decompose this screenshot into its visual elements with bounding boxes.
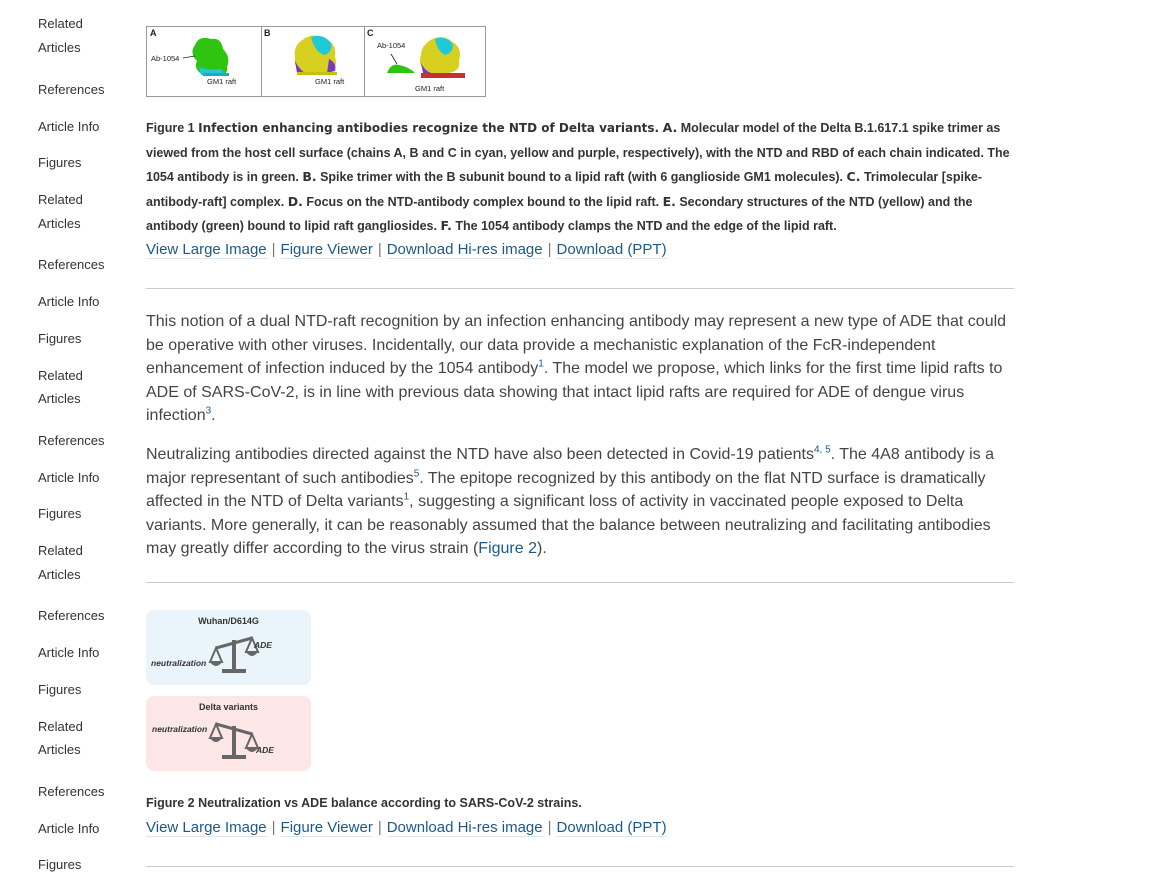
figure-title: Neutralization vs ADE balance according to SARS-CoV-2 strains. <box>198 796 582 810</box>
sidebar-item-references[interactable]: References <box>38 433 105 448</box>
caption-text-b: Spike trimer with the B subunit bound to a lipid raft (with 6 ganglioside GM1 molecules). <box>320 170 844 184</box>
download-ppt-link[interactable]: Download (PPT) <box>556 241 667 258</box>
caption-text-f: The 1054 antibody clamps the NTD and the edge of the lipid raft. <box>455 219 837 233</box>
figure1-caption <box>146 116 1014 239</box>
paragraph-text: . The 4A8 antibody is a major representant of such antibodies <box>146 446 995 487</box>
panel-letter-b: B <box>264 28 271 38</box>
paragraph-text: . The epitope recognized by this antibody on the flat NTD surface is dramatically affected in the NTD of Delta variants <box>146 469 986 511</box>
body-paragraph <box>146 310 1014 428</box>
sidebar-item-figures[interactable]: Figures <box>38 506 82 521</box>
paragraph-text: , suggesting a significant loss of activity in vaccinated people exposed to Delta variants. More generally, it can be reasonably assumed that the balance between neutralizing and facilitating antibodies may greatly differ according to the virus strain ( <box>146 493 991 558</box>
figure-viewer-link[interactable]: Figure Viewer <box>280 241 373 258</box>
divider <box>146 582 1014 583</box>
sidebar-item-article-info[interactable]: Article Info <box>38 821 100 836</box>
view-large-image-link[interactable]: View Large Image <box>146 819 267 836</box>
ab-1054-label-c: Ab-1054 <box>377 41 406 50</box>
reference-link[interactable]: 3 <box>205 406 212 418</box>
sidebar-item-references[interactable]: References <box>38 257 105 272</box>
body-paragraph <box>146 443 1014 561</box>
reference-link[interactable]: 5 <box>413 468 420 480</box>
panel-ref-b: B. <box>302 169 317 184</box>
view-large-image-link[interactable]: View Large Image <box>146 241 267 258</box>
panel-ref-e: E. <box>662 193 676 209</box>
reference-link[interactable]: 1 <box>538 358 544 370</box>
caption-text-a: Molecular model of the Delta B.1.617.1 spike trimer as viewed from the host cell surface (chains A, B and C in cyan, yellow and purple, respectively), with the NTD and RBD of each chain indicated. The 1054 antibody is in green. <box>146 121 1010 184</box>
reference-link[interactable]: 4, <box>813 444 823 456</box>
figure2-link[interactable]: Figure 2 <box>478 540 537 558</box>
sidebar-item-articles[interactable]: Articles <box>38 391 81 406</box>
sidebar-item-references[interactable]: References <box>38 608 105 623</box>
gm1-raft-label-b: GM1 raft <box>315 77 345 86</box>
sidebar-item-figures[interactable]: Figures <box>38 682 82 697</box>
panel-ref-f: F. <box>440 218 452 233</box>
ade-label: ADE <box>256 745 274 755</box>
sidebar-item-related[interactable]: Related <box>38 543 83 558</box>
reference-link[interactable]: 5 <box>825 444 831 456</box>
sidebar-item-articles[interactable]: Articles <box>38 40 81 55</box>
figure-title: Infection enhancing antibodies recognize the NTD of Delta variants. <box>198 121 660 135</box>
neutralization-label: neutralization <box>151 658 207 668</box>
neutralization-label: neutralization <box>152 724 208 734</box>
divider <box>146 866 1014 867</box>
sidebar-item-references[interactable]: References <box>38 82 105 97</box>
caption-text-e: Secondary structures of the NTD (yellow) and the antibody (green) bound to lipid raft gangliosides. <box>146 194 973 233</box>
figure2-caption <box>146 791 1014 816</box>
paragraph-text: . <box>211 407 216 425</box>
divider <box>146 288 1014 289</box>
paragraph-text: ). <box>537 540 547 558</box>
sidebar-item-related[interactable]: Related <box>38 368 83 383</box>
figure1-image[interactable] <box>146 26 486 97</box>
ab-1054-label-a: Ab-1054 <box>151 54 180 63</box>
caption-text-d: Focus on the NTD-antibody complex bound to the lipid raft. <box>306 194 660 209</box>
wuhan-balance-card[interactable] <box>146 610 311 685</box>
sidebar-item-related[interactable]: Related <box>38 192 83 207</box>
paragraph-text: . The model we propose, which links for the first time lipid rafts to ADE of SARS-CoV-2, is in line with previous data showing that intact lipid rafts are required for ADE of dengue virus infection <box>146 360 1003 425</box>
sidebar-item-article-info[interactable]: Article Info <box>38 119 100 134</box>
figure-label: Figure 1 <box>146 121 195 135</box>
figure-label: Figure 2 <box>146 796 195 810</box>
panel-ref-a: A. <box>662 120 678 135</box>
panel-ref-c: C. <box>846 169 861 184</box>
download-ppt-link[interactable]: Download (PPT) <box>556 819 667 836</box>
delta-balance-card[interactable] <box>146 696 311 771</box>
paragraph-text: Neutralizing antibodies directed against the NTD have also been detected in Covid-19 patients <box>146 446 814 463</box>
sidebar-item-figures[interactable]: Figures <box>38 331 82 346</box>
sidebar-item-articles[interactable]: Articles <box>38 567 81 582</box>
sidebar-item-references[interactable]: References <box>38 784 105 799</box>
gm1-raft-label-a: GM1 raft <box>207 77 237 86</box>
sidebar-item-article-info[interactable]: Article Info <box>38 645 100 660</box>
figure-viewer-link[interactable]: Figure Viewer <box>280 819 373 836</box>
balance-scale-icon <box>146 610 311 685</box>
ade-label: ADE <box>254 640 272 650</box>
panel-letter-a: A <box>150 28 157 38</box>
panel-ref-d: D. <box>287 193 303 209</box>
card-title: Wuhan/D614G <box>198 616 259 626</box>
gm1-raft-label-c: GM1 raft <box>415 84 445 93</box>
caption-text-c: Trimolecular [spike-antibody-raft] complex. <box>146 170 983 209</box>
sidebar-item-related[interactable]: Related <box>38 16 83 31</box>
sidebar-item-related[interactable]: Related <box>38 719 83 734</box>
download-hires-link[interactable]: Download Hi-res image <box>386 241 543 258</box>
panel-letter-c: C <box>367 28 374 38</box>
sidebar-item-article-info[interactable]: Article Info <box>38 470 100 485</box>
sidebar-item-figures[interactable]: Figures <box>38 857 82 872</box>
figure1-links: View Large Image | Figure Viewer | Download Hi-res image | Download (PPT) <box>146 241 667 258</box>
figure2-links: View Large Image | Figure Viewer | Download Hi-res image | Download (PPT) <box>146 819 667 836</box>
sidebar-item-articles[interactable]: Articles <box>38 742 81 757</box>
reference-link[interactable]: 1 <box>403 491 410 503</box>
sidebar-item-article-info[interactable]: Article Info <box>38 294 100 309</box>
paragraph-text: This notion of a dual NTD-raft recognition by an infection enhancing antibody may represent a new type of ADE that could be operative with other viruses. Incidentally, our data provide a mechanistic explanation of the FcR-independent enhancement of infection induced by the 1054 antibody <box>146 313 1007 378</box>
sidebar-item-articles[interactable]: Articles <box>38 216 81 231</box>
card-title: Delta variants <box>198 702 259 712</box>
download-hires-link[interactable]: Download Hi-res image <box>386 819 543 836</box>
sidebar-item-figures[interactable]: Figures <box>38 155 82 170</box>
